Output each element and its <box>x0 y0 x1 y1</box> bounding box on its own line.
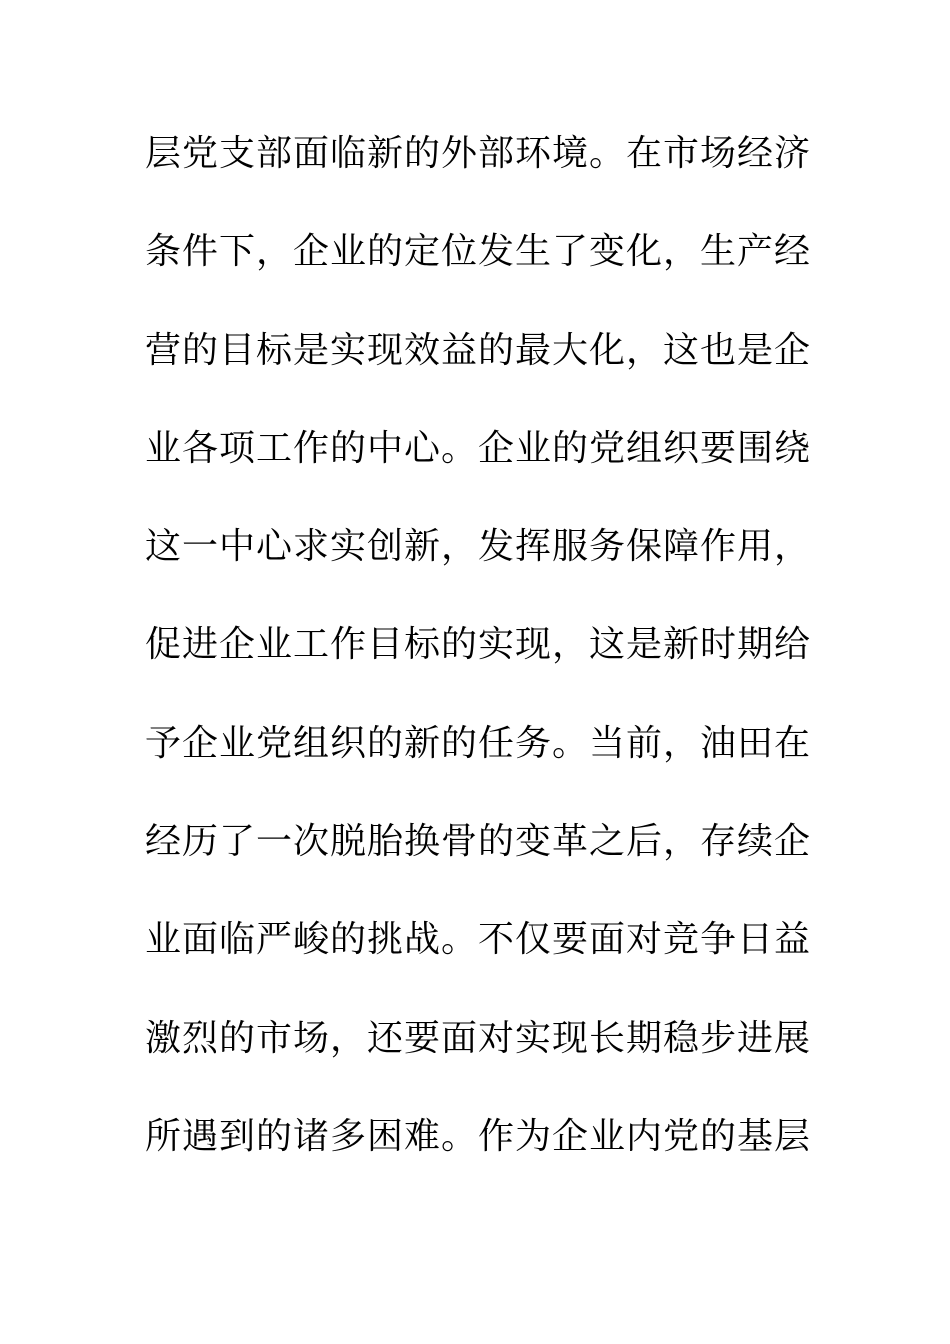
text-line: 经历了一次脱胎换骨的变革之后，存续企 <box>145 821 812 863</box>
body-text <box>145 122 815 1203</box>
text-line: 所遇到的诸多困难。作为企业内党的基层 <box>145 1115 812 1157</box>
text-line: 业各项工作的中心。企业的党组织要围绕 <box>145 427 812 469</box>
text-line: 促进企业工作目标的实现，这是新时期给 <box>145 624 812 666</box>
text-line: 营的目标是实现效益的最大化，这也是企 <box>145 329 812 371</box>
text-line: 条件下，企业的定位发生了变化，生产经 <box>145 231 812 273</box>
text-line: 层党支部面临新的外部环境。在市场经济 <box>145 133 812 174</box>
text-line: 予企业党组织的新的任务。当前，油田在 <box>145 722 812 764</box>
text-line: 这一中心求实创新，发挥服务保障作用， <box>145 526 812 568</box>
text-line: 业面临严峻的挑战。不仅要面对竞争日益 <box>145 919 812 961</box>
text-line: 激烈的市场，还要面对实现长期稳步进展 <box>145 1017 812 1059</box>
